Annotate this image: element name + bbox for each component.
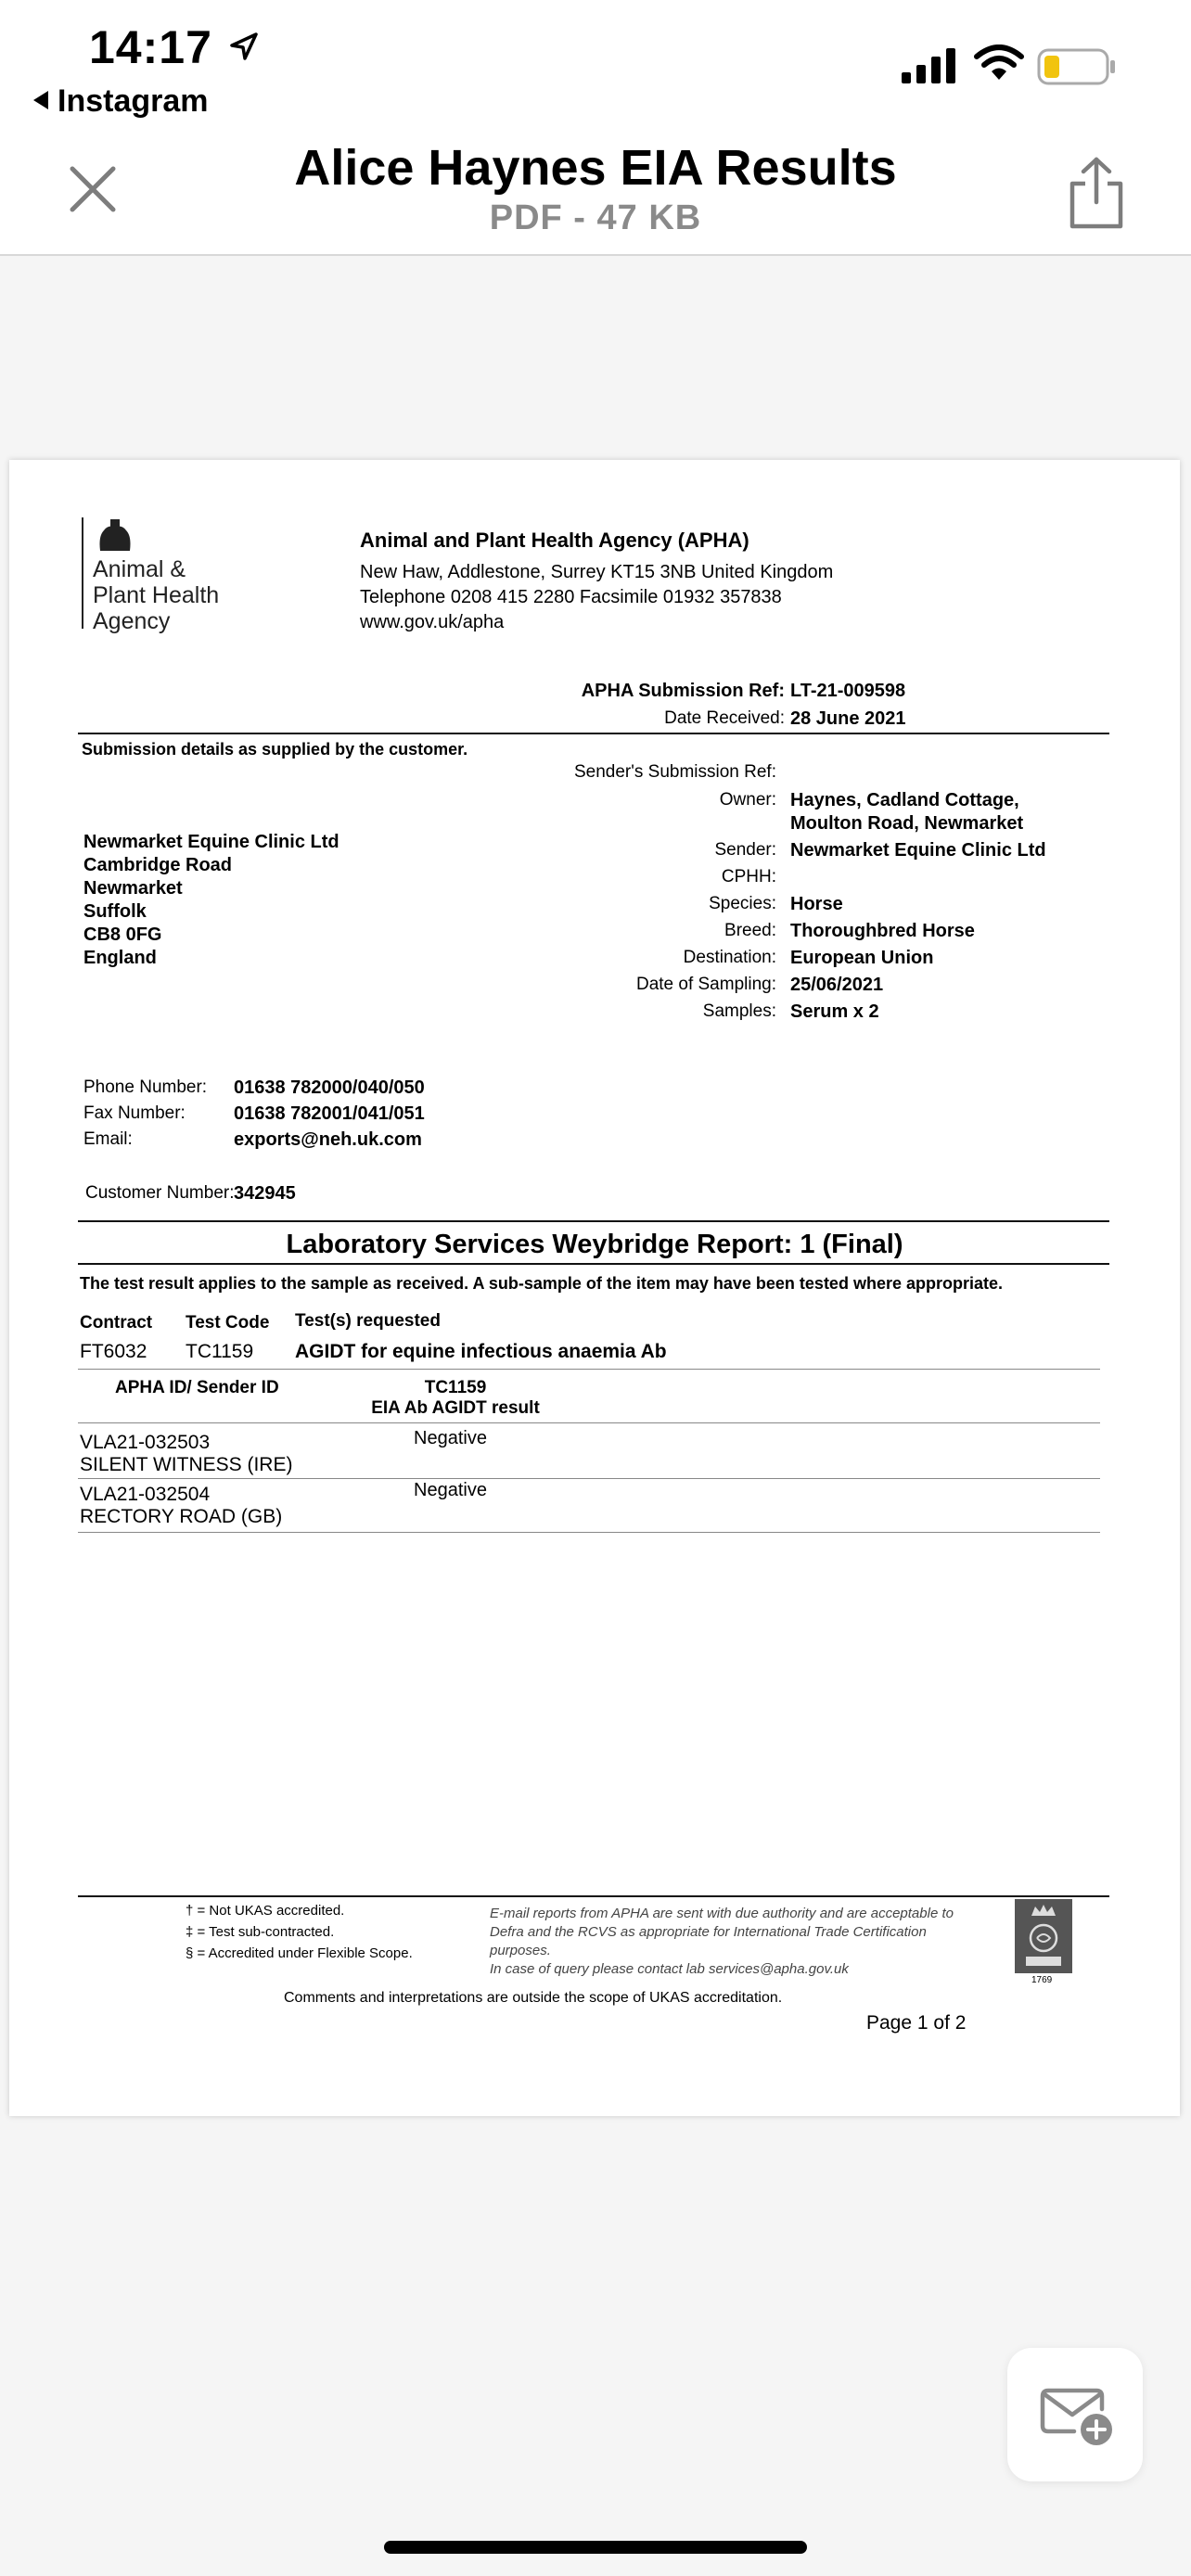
footer-legend: ‡ = Test sub-contracted. — [186, 1924, 335, 1940]
ukas-logo — [1015, 1899, 1072, 1973]
report-note: The test result applies to the sample as received. A sub-sample of the item may have been tested where appropriate. — [80, 1274, 1003, 1293]
footer-query: In case of query please contact lab services@apha.gov.uk — [490, 1961, 849, 1977]
address-line: Newmarket — [83, 878, 183, 899]
date-received-value: 28 June 2021 — [790, 708, 906, 729]
status-time: 14:17 — [89, 21, 212, 73]
divider — [78, 1478, 1100, 1479]
page-number: Page 1 of 2 — [866, 2012, 967, 2034]
contact-label: Phone Number: — [83, 1078, 208, 1097]
address-line: Telephone 0208 415 2280 Facsimile 01932 357838 — [360, 587, 782, 607]
result-name: SILENT WITNESS (IRE) — [80, 1454, 293, 1475]
address-line: Newmarket Equine Clinic Ltd — [83, 832, 339, 852]
contact-value: exports@neh.uk.com — [234, 1129, 422, 1150]
detail-label: Sender's Submission Ref: — [573, 762, 776, 782]
divider — [78, 1220, 1109, 1222]
detail-label: Sender: — [714, 840, 776, 860]
signal-icon — [902, 46, 959, 83]
royal-crest-icon — [95, 517, 135, 555]
contact-value: 01638 782000/040/050 — [234, 1078, 425, 1098]
detail-label: Owner: — [719, 790, 776, 810]
footer-divider — [78, 1895, 1109, 1897]
document-header — [0, 139, 1191, 256]
divider — [78, 1422, 1100, 1423]
date-received-label: Date Received: — [664, 708, 785, 728]
customer-number-value: 342945 — [234, 1183, 296, 1204]
ukas-number: 1769 — [1031, 1975, 1053, 1985]
test-cell: AGIDT for equine infectious anaemia Ab — [295, 1341, 667, 1362]
footer-legend: § = Accredited under Flexible Scope. — [186, 1945, 413, 1961]
detail-label: Samples: — [702, 1001, 776, 1021]
detail-value: Thoroughbred Horse — [790, 921, 975, 941]
results-header-id: APHA ID/ Sender ID — [115, 1378, 279, 1397]
wifi-icon — [974, 45, 1024, 82]
status-bar — [0, 0, 1191, 139]
detail-label: Species: — [709, 894, 776, 913]
detail-value: Serum x 2 — [790, 1001, 879, 1022]
footer-comments: Comments and interpretations are outside the scope of UKAS accreditation. — [284, 1990, 783, 2006]
divider — [78, 733, 1109, 734]
address-line: England — [83, 948, 157, 968]
detail-label: CPHH: — [721, 867, 776, 886]
test-cell: FT6032 — [80, 1341, 147, 1362]
detail-label: Date of Sampling: — [635, 975, 776, 994]
test-header: Test(s) requested — [295, 1311, 441, 1331]
detail-label: Breed: — [724, 921, 776, 940]
pdf-page — [9, 460, 1180, 2116]
back-triangle-icon — [33, 91, 48, 109]
results-header-code: TC1159 — [424, 1378, 487, 1397]
contact-label: Fax Number: — [83, 1103, 186, 1123]
detail-value: European Union — [790, 948, 934, 968]
submission-ref-label: APHA Submission Ref: — [581, 681, 785, 701]
footer-email-note: E-mail reports from APHA are sent with due authority and are acceptable to Defra and the RCVS as appropriate for International Trade Certification purposes. — [490, 1906, 954, 1958]
agency-name: Animal and Plant Health Agency (APHA) — [360, 529, 749, 552]
back-to-app[interactable] — [33, 83, 209, 120]
logo-line-1: Animal & — [93, 556, 186, 582]
customer-address — [83, 831, 399, 970]
address-line: Cambridge Road — [83, 855, 233, 875]
result-value: Negative — [414, 1428, 487, 1448]
home-indicator[interactable] — [384, 2541, 807, 2554]
result-id: VLA21-032503 — [80, 1432, 211, 1453]
submission-note: Submission details as supplied by the customer. — [82, 740, 468, 759]
detail-value: Horse — [790, 894, 843, 914]
address-line: Suffolk — [83, 901, 147, 922]
customer-number-label: Customer Number: — [85, 1183, 235, 1203]
mail-add-icon — [1007, 2348, 1143, 2481]
logo-line-3: Agency — [93, 608, 171, 634]
results-header-result: EIA Ab AGIDT result — [371, 1398, 540, 1418]
divider — [78, 1532, 1100, 1533]
detail-label: Destination: — [683, 948, 776, 967]
address-line: www.gov.uk/apha — [360, 612, 505, 632]
contact-value: 01638 782001/041/051 — [234, 1103, 425, 1124]
result-name: RECTORY ROAD (GB) — [80, 1506, 283, 1527]
divider — [78, 1263, 1109, 1265]
document-title: Alice Haynes EIA Results — [294, 140, 897, 196]
logo-line-2: Plant Health — [93, 582, 220, 608]
agency-address — [360, 560, 833, 635]
compose-reply-button[interactable] — [1007, 2348, 1143, 2481]
ukas-crown-icon — [1015, 1899, 1072, 1973]
battery-icon — [1037, 48, 1117, 85]
apha-logo — [82, 517, 260, 634]
contact-label: Email: — [83, 1129, 133, 1149]
divider — [78, 1369, 1100, 1370]
document-size: PDF - 47 KB — [489, 198, 702, 237]
test-header: Test Code — [186, 1313, 270, 1333]
submission-ref-value: LT-21-009598 — [790, 681, 906, 701]
share-icon[interactable] — [1067, 156, 1126, 230]
detail-value: Haynes, Cadland Cottage, — [790, 790, 1019, 810]
back-app-label: Instagram — [58, 83, 209, 119]
result-value: Negative — [414, 1480, 487, 1500]
address-line: CB8 0FG — [83, 925, 162, 945]
address-line: New Haw, Addlestone, Surrey KT15 3NB United Kingdom — [360, 562, 834, 582]
result-id: VLA21-032504 — [80, 1484, 211, 1505]
detail-value: 25/06/2021 — [790, 975, 884, 995]
detail-value: Moulton Road, Newmarket — [790, 813, 1024, 834]
test-header: Contract — [80, 1313, 153, 1333]
footer-legend: † = Not UKAS accredited. — [186, 1903, 345, 1919]
report-title: Laboratory Services Weybridge Report: 1 (Final) — [286, 1230, 903, 1259]
logo-text — [93, 556, 219, 634]
test-cell: TC1159 — [186, 1341, 254, 1362]
detail-value: Newmarket Equine Clinic Ltd — [790, 840, 1046, 861]
location-arrow-icon — [228, 32, 260, 63]
